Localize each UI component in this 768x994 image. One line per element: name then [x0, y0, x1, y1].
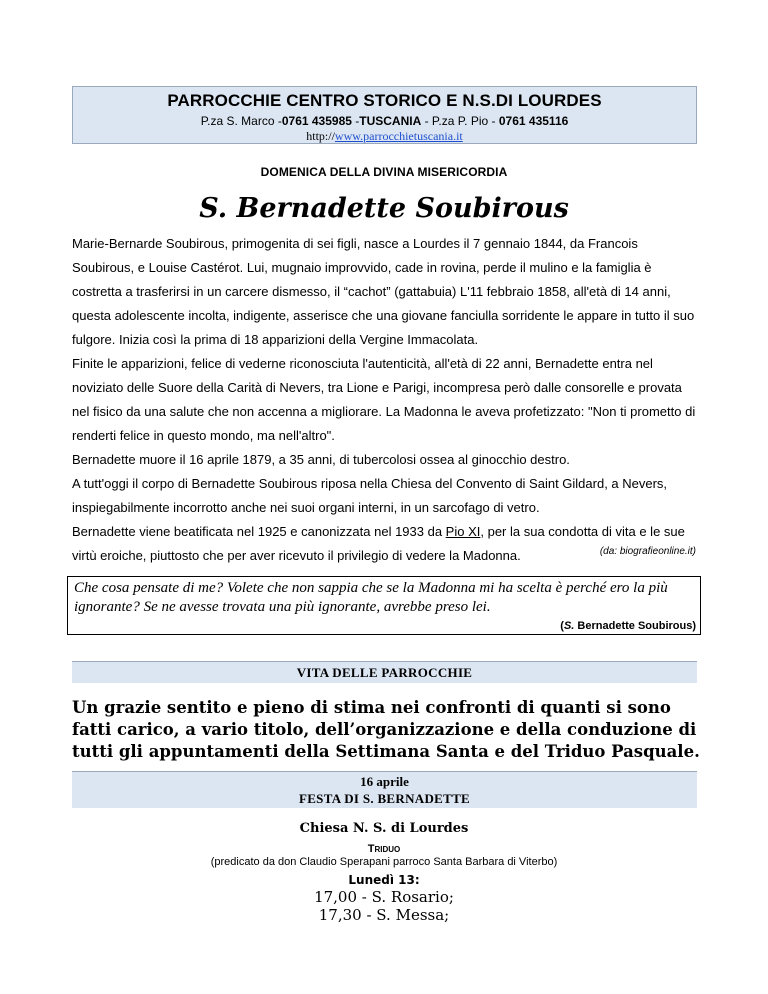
biography: [72, 232, 702, 568]
feast-name: FESTA DI S. BERNADETTE: [298, 791, 471, 806]
thanks-message: Un grazie sentito e pieno di stima nei confronti di quanti si sono fatti carico, a vario titolo, dell’organizzazione e della conduzione di tutti gli appuntamenti della Settimana Santa e del Triduo Pasquale.: [72, 698, 700, 761]
address-b: - P.za P. Pio -: [421, 114, 499, 128]
section-heading-vita: VITA DELLE PARROCCHIE: [72, 661, 697, 683]
bio-paragraph-2: Finite le apparizioni, felice di vederne riconosciuta l'autenticità, all'età di 22 anni, Bernadette entra nel noviziato delle Suore della Carità di Nevers, tra Lione e Parigi, incompresa però dalle consorelle e provata nel fisico da una salute che non accenna a migliorare. La Madonna le aveva profetizzato: "Non ti prometto di renderti felice in questo mondo, ma nell'altro".: [72, 356, 696, 443]
city: TUSCANIA: [359, 114, 422, 128]
website-link[interactable]: www.parrocchietuscania.it: [334, 129, 463, 143]
parish-website: [73, 129, 696, 144]
parish-address: [73, 114, 696, 128]
bio-paragraph-3: Bernadette muore il 16 aprile 1879, a 35 anni, di tubercolosi ossea al ginocchio destro.: [72, 452, 570, 467]
source-credit: (da: biografieonline.it): [599, 546, 696, 557]
address-a: P.za S. Marco -: [200, 114, 282, 128]
quote-text: Che cosa pensate di me? Volete che non sappia che se la Madonna mi ha scelta è perché ero la più ignorante? Se ne avesse trovata una più ignorante, avrebbe preso lei.: [74, 580, 668, 615]
bio-p5-a: Bernadette viene beatificata nel 1925 e canonizzata nel 1933 da: [72, 524, 446, 539]
sunday-heading: DOMENICA DELLA DIVINA MISERICORDIA: [260, 165, 508, 179]
feast-header: [72, 771, 697, 808]
church-name: Chiesa N. S. di Lourdes: [299, 821, 469, 836]
address-sep: -: [351, 114, 360, 128]
parish-title: PARROCCHIE CENTRO STORICO E N.S.DI LOURDES: [167, 91, 602, 110]
bio-paragraph-5: [72, 520, 702, 568]
bio-paragraph-4: A tutt'oggi il corpo di Bernadette Soubirous riposa nella Chiesa del Convento di Saint Gildard, a Nevers, inspiegabilmente incorrotto anche nei suoi organi interni, in un sarcofago di vetro.: [72, 476, 668, 515]
phone-a: 0761 435985: [281, 114, 352, 128]
preacher-note: (predicato da don Claudio Sperapani parroco Santa Barbara di Viterbo): [210, 856, 558, 868]
bio-p5-b: , per la sua condotta di vita e le sue virtù eroiche, piuttosto che per aver ricevuto il privilegio di vedere la Madonna.: [72, 524, 685, 563]
triduo-label: Triduo: [367, 843, 401, 855]
day-label: Lunedì 13:: [348, 873, 420, 887]
quote-author-open: (: [560, 620, 564, 632]
schedule-item: 17,30 - S. Messa;: [318, 906, 450, 924]
bio-paragraph-1: Marie-Bernarde Soubirous, primogenita di sei figli, nasce a Lourdes il 7 gennaio 1844, da Francois Soubirous, e Louise Castérot. Lui, mugnaio improvvido, cade in rovina, perde il mulino e la famiglia è costretta a trasferirsi in un carcere dismesso, il “cachot” (gattabuia) L'11 febbraio 1858, all'età di 14 anni, questa adolescente incolta, indigente, asserisce che una giovane fanciulla sorridente le appare in tutto il suo fulgore. Inizia così la prima di 18 apparizioni della Vergine Immacolata.: [72, 236, 695, 347]
pio-xi-link[interactable]: Pio XI: [445, 524, 481, 539]
feast-date: 16 aprile: [360, 774, 409, 789]
parish-header: [72, 86, 697, 144]
phone-b: 0761 435116: [498, 114, 569, 128]
schedule-item: 17,00 - S. Rosario;: [314, 888, 454, 906]
quote-author: [560, 620, 696, 632]
quote-author-s: S.: [563, 620, 575, 632]
saint-title: S. Bernadette Soubirous: [199, 193, 569, 224]
quote-author-rest: Bernadette Soubirous): [574, 620, 696, 632]
web-prefix: http://: [306, 129, 335, 143]
quote-box: [67, 576, 701, 635]
